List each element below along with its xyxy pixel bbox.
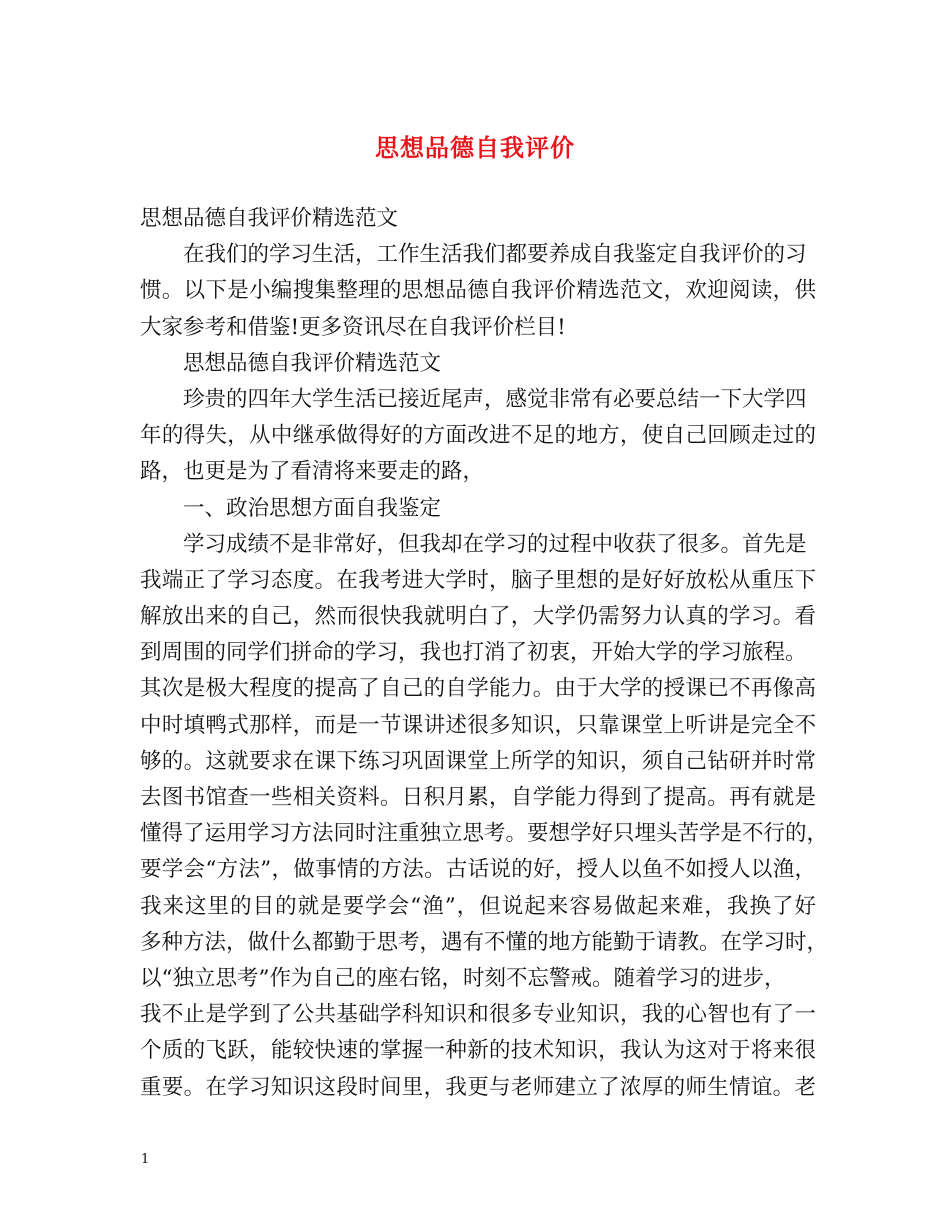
text-line: 思想品德自我评价精选范文 [140, 206, 399, 231]
text-line: 思想品德自我评价精选范文 [183, 350, 442, 376]
text-line: 以“独立思考”作为自己的座右铭，时刻不忘警戒。随着学习的进步， [140, 965, 786, 991]
document-body [140, 201, 829, 1106]
text-line: 我端正了学习态度。在我考进大学时，脑子里想的是好好放松从重压下 [140, 567, 816, 593]
text-line: 大家参考和借鉴!更多资讯尽在自我评价栏目! [140, 314, 566, 340]
text-line: 珍贵的四年大学生活已接近尾声，感觉非常有必要总结一下大学四 [183, 386, 807, 412]
text-line: 个质的飞跃，能较快速的掌握一种新的技术知识，我认为这对于将来很 [140, 1038, 816, 1064]
text-line: 其次是极大程度的提高了自己的自学能力。由于大学的授课已不再像高 [140, 676, 816, 702]
text-line: 我不止是学到了公共基础学科知识和很多专业知识，我的心智也有了一 [140, 1002, 816, 1028]
text-line: 要学会“方法”，做事情的方法。古话说的好，授人以鱼不如授人以渔， [140, 857, 816, 883]
page-number: 1 [141, 1152, 150, 1167]
text-line: 学习成绩不是非常好，但我却在学习的过程中收获了很多。首先是 [183, 531, 807, 557]
text-line: 多种方法，做什么都勤于思考，遇有不懂的地方能勤于请教。在学习时， [140, 929, 829, 955]
text-line: 在我们的学习生活，工作生活我们都要养成自我鉴定自我评价的习 [183, 242, 807, 268]
text-line: 惯。以下是小编搜集整理的思想品德自我评价精选范文，欢迎阅读，供 [140, 278, 816, 304]
text-line: 够的。这就要求在课下练习巩固课堂上所学的知识，须自己钻研并时常 [140, 748, 816, 774]
text-line: 中时填鸭式那样，而是一节课讲述很多知识，只靠课堂上听讲是完全不 [140, 712, 816, 738]
document-title: 思想品德自我评价 [375, 133, 575, 162]
text-line: 年的得失，从中继承做得好的方面改进不足的地方，使自己回顾走过的 [140, 423, 816, 449]
text-line: 解放出来的自己，然而很快我就明白了，大学仍需努力认真的学习。看 [140, 604, 816, 630]
text-line: 一、政治思想方面自我鉴定 [183, 495, 442, 521]
text-line: 我来这里的目的就是要学会“渔”，但说起来容易做起来难，我换了好 [140, 893, 816, 919]
text-line: 路，也更是为了看清将来要走的路， [140, 459, 485, 485]
text-line: 重要。在学习知识这段时间里，我更与老师建立了浓厚的师生情谊。老 [140, 1074, 816, 1100]
text-line: 到周围的同学们拼命的学习，我也打消了初衷，开始大学的学习旅程。 [140, 640, 807, 666]
text-line: 去图书馆查一些相关资料。日积月累，自学能力得到了提高。再有就是 [140, 785, 816, 810]
text-line: 懂得了运用学习方法同时注重独立思考。要想学好只埋头苦学是不行的， [140, 821, 829, 847]
